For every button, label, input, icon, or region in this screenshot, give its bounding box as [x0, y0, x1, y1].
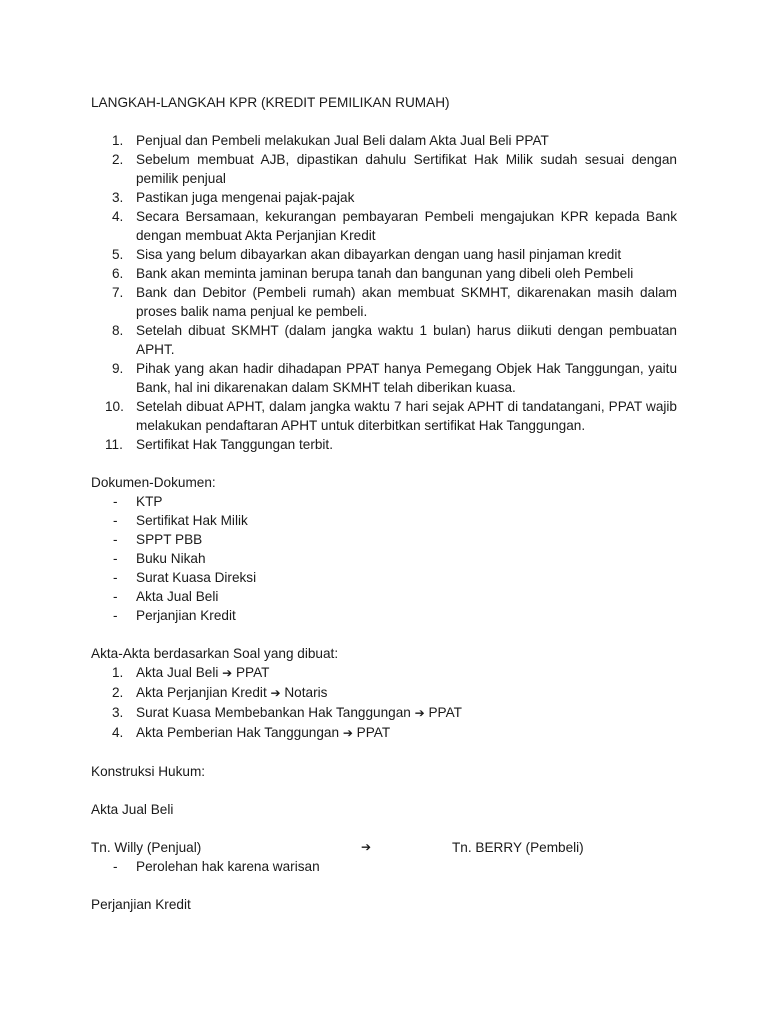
- list-item: - Surat Kuasa Direksi: [113, 570, 257, 585]
- spacer: [91, 112, 677, 131]
- buyer-label: Tn. BERRY (Pembeli): [452, 840, 584, 855]
- list-item: 1. Akta Jual Beli ➔ PPAT: [112, 665, 270, 680]
- list-item: 2. Akta Perjanjian Kredit ➔ Notaris: [112, 685, 328, 700]
- list-item: 3. Pastikan juga mengenai pajak-pajak: [112, 190, 355, 205]
- arrow-right-icon: ➔: [270, 686, 281, 700]
- list-item: 3. Surat Kuasa Membebankan Hak Tanggungan ➔ PPAT: [112, 705, 462, 720]
- spacer: [91, 781, 677, 800]
- documents-list: [91, 492, 677, 625]
- list-item: 11. Sertifikat Hak Tanggungan terbit.: [105, 437, 333, 452]
- pk-heading: Perjanjian Kredit: [91, 897, 191, 912]
- document-title: LANGKAH-LANGKAH KPR (KREDIT PEMILIKAN RUMAH): [91, 95, 450, 110]
- seller-notes-list: [91, 857, 677, 876]
- list-item: 7. Bank dan Debitor (Pembeli rumah) akan membuat SKMHT, dikarenakan masih dalam proses balik nama penjual ke pembeli.: [112, 285, 677, 319]
- spacer: [91, 454, 677, 473]
- deeds-heading: Akta-Akta berdasarkan Soal yang dibuat:: [91, 646, 339, 661]
- arrow-right-icon: ➔: [361, 840, 372, 854]
- list-item: - Buku Nikah: [113, 551, 206, 566]
- list-item: 10. Setelah dibuat APHT, dalam jangka waktu 7 hari sejak APHT di tandatangani, PPAT wajib melakukan pendaftaran APHT untuk diterbitkan sertifikat Hak Tanggungan.: [105, 399, 677, 433]
- spacer: [91, 743, 677, 762]
- list-item: 4. Secara Bersamaan, kekurangan pembayaran Pembeli mengajukan KPR kepada Bank dengan membuat Akta Perjanjian Kredit: [112, 209, 677, 243]
- arrow-right-icon: ➔: [342, 726, 353, 740]
- list-item: - Perjanjian Kredit: [113, 608, 236, 623]
- spacer: [91, 876, 677, 895]
- list-item: 4. Akta Pemberian Hak Tanggungan ➔ PPAT: [112, 725, 391, 740]
- spacer: [91, 625, 677, 644]
- list-item: - KTP: [113, 494, 163, 509]
- spacer: [91, 819, 677, 838]
- construction-heading: Konstruksi Hukum:: [91, 764, 206, 779]
- list-item: 9. Pihak yang akan hadir dihadapan PPAT hanya Pemegang Objek Hak Tanggungan, yaitu Bank, hal ini dikarenakan dalam SKMHT telah diberikan kuasa.: [112, 361, 677, 395]
- list-item: 1. Penjual dan Pembeli melakukan Jual Beli dalam Akta Jual Beli PPAT: [112, 133, 549, 148]
- list-item: - Sertifikat Hak Milik: [113, 513, 248, 528]
- list-item: 8. Setelah dibuat SKMHT (dalam jangka waktu 1 bulan) harus diikuti dengan pembuatan APHT.: [112, 323, 677, 357]
- arrow-right-icon: ➔: [222, 666, 233, 680]
- list-item: 5. Sisa yang belum dibayarkan akan dibayarkan dengan uang hasil pinjaman kredit: [112, 247, 622, 262]
- arrow-right-icon: ➔: [414, 706, 425, 720]
- list-item: - Perolehan hak karena warisan: [113, 859, 320, 874]
- documents-heading: Dokumen-Dokumen:: [91, 475, 216, 490]
- deeds-list: [91, 663, 677, 743]
- list-item: - SPPT PBB: [113, 532, 203, 547]
- parties-row: [91, 838, 677, 857]
- list-item: 6. Bank akan meminta jaminan berupa tanah dan bangunan yang dibeli oleh Pembeli: [112, 266, 634, 281]
- seller-label: Tn. Willy (Penjual): [91, 840, 202, 855]
- list-item: 2. Sebelum membuat AJB, dipastikan dahulu Sertifikat Hak Milik sudah sesuai dengan pemilik penjual: [112, 152, 677, 186]
- list-item: - Akta Jual Beli: [113, 589, 219, 604]
- kpr-steps-list: [91, 131, 677, 454]
- ajb-heading: Akta Jual Beli: [91, 802, 174, 817]
